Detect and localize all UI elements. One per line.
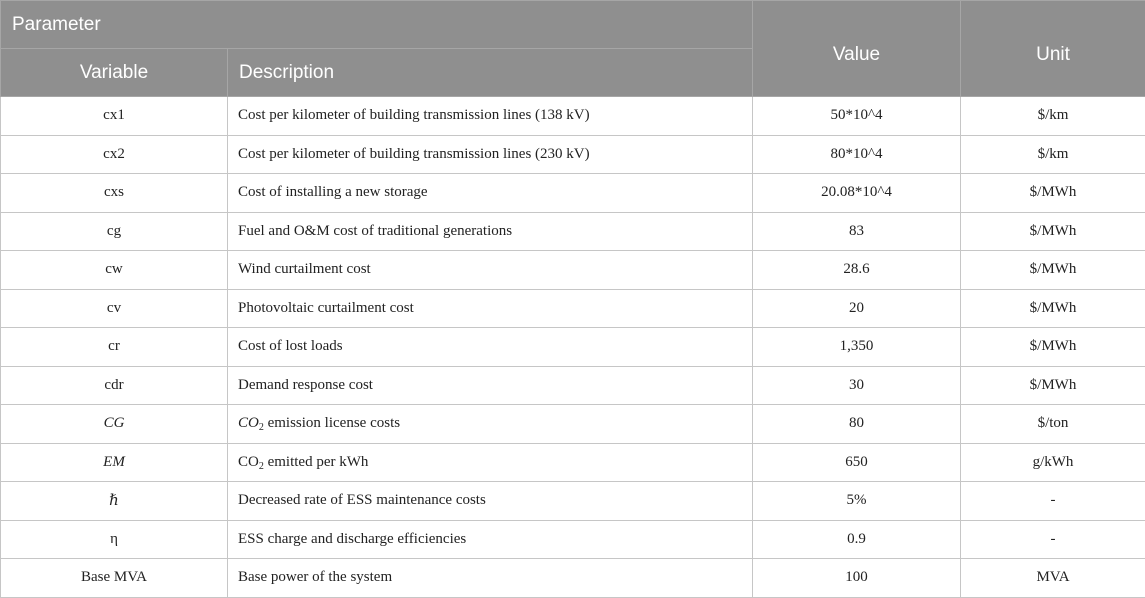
cell-unit: - (961, 482, 1145, 521)
cell-variable: cv (1, 289, 228, 328)
cell-value: 83 (753, 212, 961, 251)
cell-unit: $/MWh (961, 174, 1145, 213)
cell-unit: $/MWh (961, 328, 1145, 367)
cell-description: Demand response cost (228, 366, 753, 405)
cell-description (228, 443, 753, 482)
co2-subscript: 2 (259, 461, 264, 472)
cell-variable: cdr (1, 366, 228, 405)
cell-unit: $/MWh (961, 251, 1145, 290)
cell-unit: $/km (961, 135, 1145, 174)
cell-description: Cost per kilometer of building transmission lines (138 kV) (228, 97, 753, 136)
cell-variable: η (1, 520, 228, 559)
cell-value: 20.08*10^4 (753, 174, 961, 213)
cell-variable: cr (1, 328, 228, 367)
cell-unit: - (961, 520, 1145, 559)
cell-variable: cw (1, 251, 228, 290)
header-description: Description (228, 49, 753, 97)
cell-value: 650 (753, 443, 961, 482)
cell-description (228, 405, 753, 444)
table-row (1, 174, 1145, 213)
table-row (1, 289, 1145, 328)
table-header (1, 1, 1145, 97)
cell-variable: CG (1, 405, 228, 444)
table-row (1, 97, 1145, 136)
cell-description: Wind curtailment cost (228, 251, 753, 290)
cell-variable: cxs (1, 174, 228, 213)
header-unit: Unit (961, 1, 1145, 97)
cell-unit: g/kWh (961, 443, 1145, 482)
co2-symbol: CO (238, 415, 259, 431)
description-text: emitted per kWh (264, 454, 369, 470)
cell-variable: ℏ (1, 482, 228, 521)
cell-unit: $/km (961, 97, 1145, 136)
table-row (1, 482, 1145, 521)
cell-description: ESS charge and discharge efficiencies (228, 520, 753, 559)
cell-value: 50*10^4 (753, 97, 961, 136)
table-row (1, 443, 1145, 482)
cell-variable: cg (1, 212, 228, 251)
cell-unit: $/MWh (961, 366, 1145, 405)
cell-description: Cost of lost loads (228, 328, 753, 367)
header-variable: Variable (1, 49, 228, 97)
cell-description: Cost per kilometer of building transmission lines (230 kV) (228, 135, 753, 174)
header-parameter: Parameter (1, 1, 753, 49)
cell-description: Photovoltaic curtailment cost (228, 289, 753, 328)
table-row (1, 251, 1145, 290)
cell-description: Cost of installing a new storage (228, 174, 753, 213)
cell-unit: $/MWh (961, 289, 1145, 328)
table-row (1, 135, 1145, 174)
cell-variable: Base MVA (1, 559, 228, 598)
cell-unit: MVA (961, 559, 1145, 598)
co2-symbol: CO (238, 454, 259, 470)
cell-value: 5% (753, 482, 961, 521)
cell-value: 0.9 (753, 520, 961, 559)
cell-value: 28.6 (753, 251, 961, 290)
cell-description: Fuel and O&M cost of traditional generations (228, 212, 753, 251)
co2-subscript: 2 (259, 422, 264, 433)
table-row (1, 328, 1145, 367)
table-row (1, 366, 1145, 405)
cell-variable: cx2 (1, 135, 228, 174)
cell-variable: cx1 (1, 97, 228, 136)
cell-value: 30 (753, 366, 961, 405)
table-row (1, 520, 1145, 559)
table-row (1, 212, 1145, 251)
cell-variable: EM (1, 443, 228, 482)
table-body (1, 97, 1145, 598)
table-row (1, 559, 1145, 598)
cell-unit: $/MWh (961, 212, 1145, 251)
cell-value: 100 (753, 559, 961, 598)
cell-description: Decreased rate of ESS maintenance costs (228, 482, 753, 521)
cell-unit: $/ton (961, 405, 1145, 444)
cell-value: 20 (753, 289, 961, 328)
description-text: emission license costs (264, 415, 400, 431)
cell-description: Base power of the system (228, 559, 753, 598)
cell-value: 1,350 (753, 328, 961, 367)
table-row (1, 405, 1145, 444)
cell-value: 80*10^4 (753, 135, 961, 174)
header-value: Value (753, 1, 961, 97)
cell-value: 80 (753, 405, 961, 444)
